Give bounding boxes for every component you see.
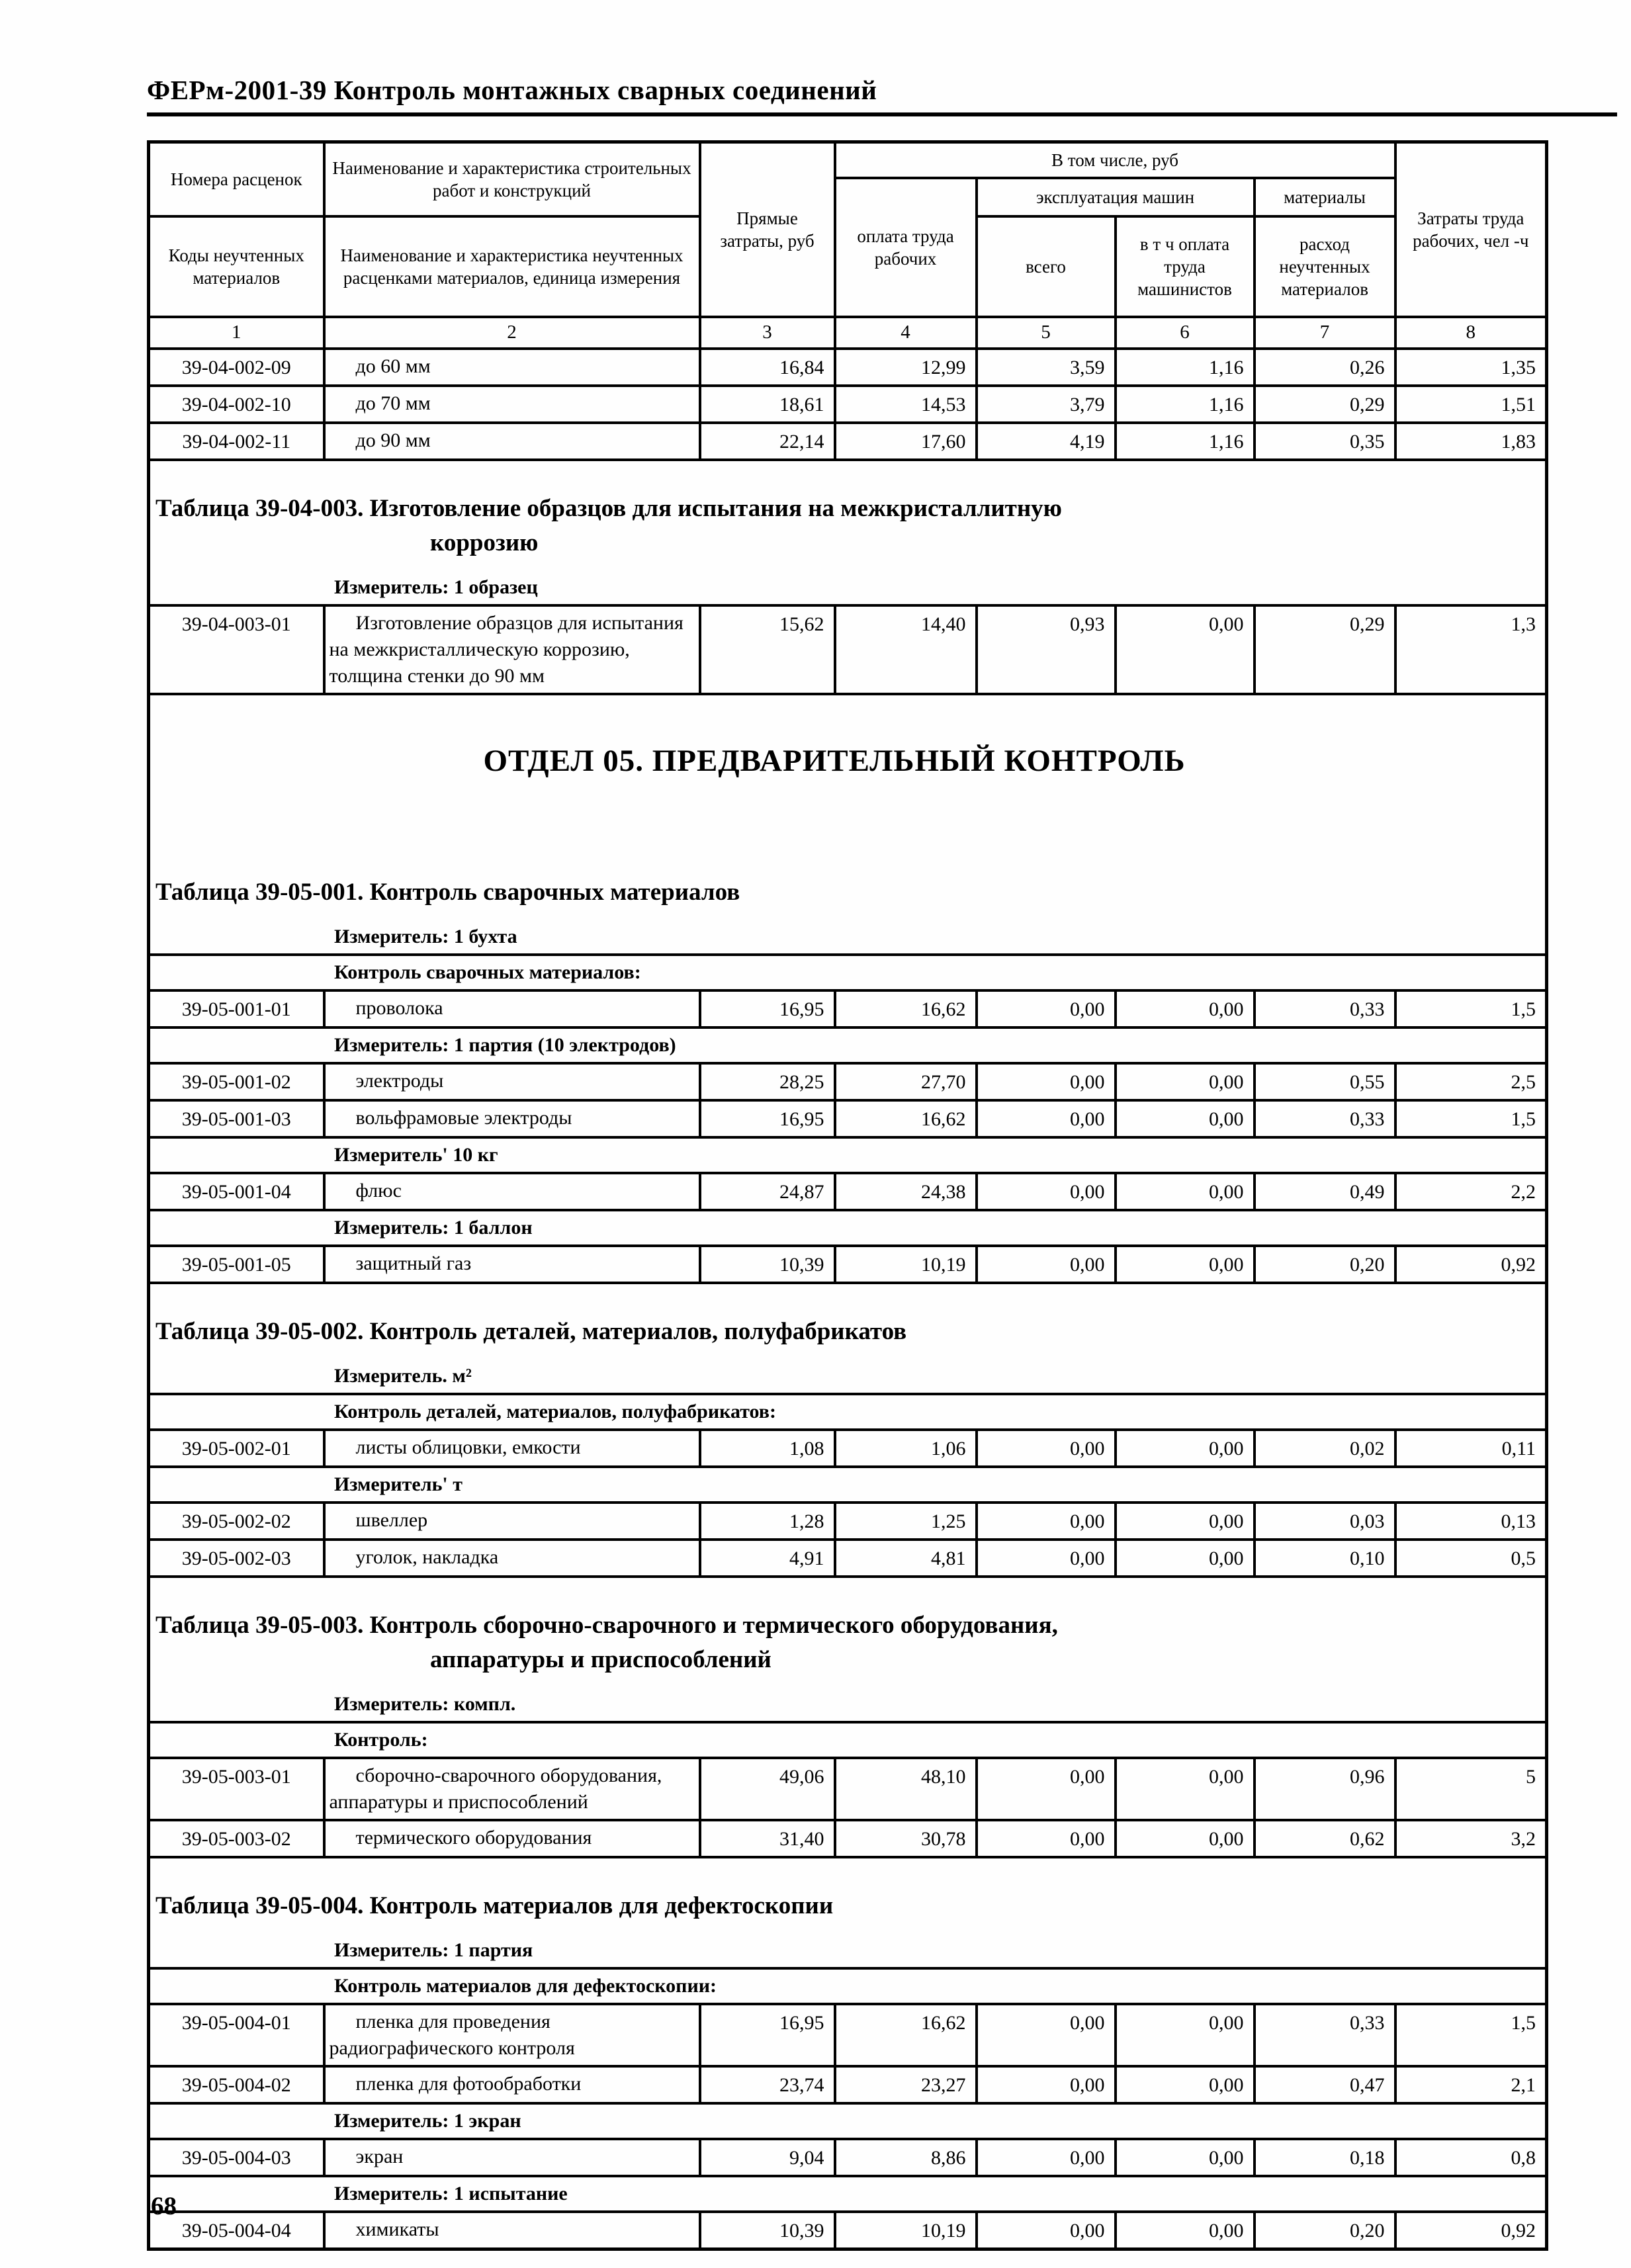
value-cell: 0,00 (1116, 1173, 1255, 1210)
table-title (149, 1857, 1547, 1934)
header-cell-labor-hours: Затраты труда рабочих, чел -ч (1395, 142, 1547, 317)
measurer-label: Измеритель: 1 партия (334, 1939, 533, 1961)
measurer-label-row (149, 2103, 1547, 2139)
value-cell: 10,39 (700, 2212, 835, 2249)
value-cell: 0,35 (1255, 423, 1395, 460)
table-title (149, 1283, 1547, 1360)
value-cell: 0,49 (1255, 1173, 1395, 1210)
measurer-label-row (149, 1027, 1547, 1063)
column-number: 6 (1116, 317, 1255, 349)
group-subheader-row (149, 1394, 1547, 1430)
group-subheader-row (149, 1722, 1547, 1758)
value-cell: 2,2 (1395, 1173, 1547, 1210)
measurer-label: Измеритель: 1 испытание (334, 2182, 568, 2204)
header-cell-workers-pay: оплата труда рабочих (835, 178, 977, 317)
value-cell: 4,91 (700, 1540, 835, 1577)
description-cell: до 60 мм (324, 349, 700, 386)
value-cell: 0,00 (977, 2066, 1116, 2103)
table-row (149, 423, 1547, 460)
header-cell-materials-group: материалы (1255, 178, 1395, 216)
description-cell: термического оборудования (324, 1820, 700, 1857)
measurer-label-row (149, 2176, 1547, 2212)
value-cell: 0,00 (977, 2212, 1116, 2249)
value-cell: 49,06 (700, 1758, 835, 1820)
rate-code-cell: 39-05-001-03 (149, 1100, 324, 1137)
rate-code-cell: 39-05-002-03 (149, 1540, 324, 1577)
value-cell: 1,5 (1395, 1100, 1547, 1137)
measurer-label-row (149, 1137, 1547, 1173)
measurer-label-row (149, 1360, 1547, 1394)
value-cell: 2,5 (1395, 1063, 1547, 1100)
column-number: 3 (700, 317, 835, 349)
table-title (149, 460, 1547, 571)
value-cell: 16,62 (835, 1100, 977, 1137)
header-cell-materials-consumption: расход неучтенных материалов (1255, 216, 1395, 317)
value-cell: 0,11 (1395, 1430, 1547, 1467)
value-cell: 16,62 (835, 2004, 977, 2066)
value-cell: 0,00 (1116, 2139, 1255, 2176)
value-cell: 0,92 (1395, 1246, 1547, 1283)
value-cell: 0,33 (1255, 1100, 1395, 1137)
value-cell: 0,00 (977, 1063, 1116, 1100)
rate-code-cell: 39-05-001-05 (149, 1246, 324, 1283)
value-cell: 1,35 (1395, 349, 1547, 386)
table-row (149, 1173, 1547, 1210)
measurer-label: Измеритель. м² (334, 1364, 472, 1387)
table-row (149, 1758, 1547, 1820)
description-cell: экран (324, 2139, 700, 2176)
table-title-row (149, 845, 1547, 920)
table-row (149, 1820, 1547, 1857)
table-row (149, 386, 1547, 423)
table-row (149, 1100, 1547, 1137)
value-cell: 3,59 (977, 349, 1116, 386)
rate-code-cell: 39-04-003-01 (149, 605, 324, 694)
value-cell: 0,18 (1255, 2139, 1395, 2176)
value-cell: 28,25 (700, 1063, 835, 1100)
value-cell: 0,00 (977, 1430, 1116, 1467)
rates-table-container (147, 140, 1547, 2251)
value-cell: 0,33 (1255, 990, 1395, 1027)
rate-code-cell: 39-05-003-01 (149, 1758, 324, 1820)
section-heading: ОТДЕЛ 05. ПРЕДВАРИТЕЛЬНЫЙ КОНТРОЛЬ (483, 743, 1186, 778)
value-cell: 9,04 (700, 2139, 835, 2176)
value-cell: 0,00 (977, 1820, 1116, 1857)
table-title-row (149, 460, 1547, 571)
value-cell: 0,29 (1255, 386, 1395, 423)
value-cell: 3,79 (977, 386, 1116, 423)
header-cell-work-name: Наименование и характеристика строительных работ и конструкций (324, 142, 700, 216)
measurer-label-row (149, 1210, 1547, 1246)
description-cell: до 90 мм (324, 423, 700, 460)
value-cell: 5 (1395, 1758, 1547, 1820)
header-cell-machinists-pay: в т ч оплата труда машинистов (1116, 216, 1255, 317)
value-cell: 0,20 (1255, 2212, 1395, 2249)
value-cell: 0,8 (1395, 2139, 1547, 2176)
description-cell: электроды (324, 1063, 700, 1100)
value-cell: 30,78 (835, 1820, 977, 1857)
value-cell: 0,96 (1255, 1758, 1395, 1820)
page-number: 68 (151, 2192, 177, 2220)
column-numbers-row (149, 317, 1547, 349)
value-cell: 1,51 (1395, 386, 1547, 423)
value-cell: 0,00 (977, 990, 1116, 1027)
measurer-label: Измеритель: компл. (334, 1692, 516, 1715)
table-row (149, 1503, 1547, 1540)
table-title (149, 845, 1547, 920)
value-cell: 0,00 (977, 1173, 1116, 1210)
description-cell: листы облицовки, емкости (324, 1430, 700, 1467)
value-cell: 3,2 (1395, 1820, 1547, 1857)
value-cell: 0,00 (1116, 1100, 1255, 1137)
description-cell: флюс (324, 1173, 700, 1210)
header-rule (147, 112, 1617, 116)
value-cell: 1,5 (1395, 990, 1547, 1027)
value-cell: 22,14 (700, 423, 835, 460)
description-cell: проволока (324, 990, 700, 1027)
value-cell: 2,1 (1395, 2066, 1547, 2103)
value-cell: 10,39 (700, 1246, 835, 1283)
rate-code-cell: 39-04-002-10 (149, 386, 324, 423)
value-cell: 1,3 (1395, 605, 1547, 694)
value-cell: 1,5 (1395, 2004, 1547, 2066)
value-cell: 0,02 (1255, 1430, 1395, 1467)
value-cell: 0,00 (977, 1540, 1116, 1577)
description-cell: химикаты (324, 2212, 700, 2249)
value-cell: 1,16 (1116, 423, 1255, 460)
measurer-label: Измеритель: 1 образец (334, 576, 538, 598)
value-cell: 0,33 (1255, 2004, 1395, 2066)
value-cell: 0,00 (1116, 990, 1255, 1027)
measurer-label: Измеритель: 1 экран (334, 2109, 521, 2132)
table-title-line: аппаратуры и приспособлений (430, 1645, 771, 1673)
value-cell: 31,40 (700, 1820, 835, 1857)
table-header-row-1 (149, 142, 1547, 178)
header-cell-including-group: В том числе, руб (835, 142, 1395, 178)
value-cell: 14,53 (835, 386, 977, 423)
measurer-label: Измеритель' т (334, 1473, 463, 1495)
value-cell: 0,92 (1395, 2212, 1547, 2249)
measurer-label: Измеритель: 1 бухта (334, 925, 517, 947)
value-cell: 48,10 (835, 1758, 977, 1820)
measurer-label-row (149, 1467, 1547, 1503)
section-heading-row (149, 694, 1547, 845)
rate-code-cell: 39-05-004-01 (149, 2004, 324, 2066)
value-cell: 0,00 (1116, 1246, 1255, 1283)
measurer-label-row (149, 1934, 1547, 1968)
group-subheader-row (149, 1968, 1547, 2004)
description-cell: до 70 мм (324, 386, 700, 423)
header-cell-total: всего (977, 216, 1116, 317)
rates-table (147, 140, 1548, 2251)
rate-code-cell: 39-05-001-04 (149, 1173, 324, 1210)
value-cell: 4,19 (977, 423, 1116, 460)
value-cell: 16,95 (700, 1100, 835, 1137)
value-cell: 14,40 (835, 605, 977, 694)
value-cell: 16,95 (700, 2004, 835, 2066)
content-rows (149, 349, 1547, 2249)
description-cell: швеллер (324, 1503, 700, 1540)
value-cell: 0,00 (1116, 605, 1255, 694)
value-cell: 16,84 (700, 349, 835, 386)
value-cell: 1,28 (700, 1503, 835, 1540)
description-cell: пленка для фотообработки (324, 2066, 700, 2103)
column-number: 8 (1395, 317, 1547, 349)
value-cell: 17,60 (835, 423, 977, 460)
value-cell: 0,62 (1255, 1820, 1395, 1857)
table-title-line: Таблица 39-05-002. Контроль деталей, материалов, полуфабрикатов (155, 1317, 907, 1345)
group-subheader: Контроль деталей, материалов, полуфабрикатов: (149, 1394, 1547, 1430)
value-cell: 16,95 (700, 990, 835, 1027)
value-cell: 12,99 (835, 349, 977, 386)
description-cell: вольфрамовые электроды (324, 1100, 700, 1137)
value-cell: 27,70 (835, 1063, 977, 1100)
rate-code-cell: 39-04-002-11 (149, 423, 324, 460)
table-title-row (149, 1577, 1547, 1688)
value-cell: 0,20 (1255, 1246, 1395, 1283)
table-row (149, 605, 1547, 694)
header-cell-machines-group: эксплуатация машин (977, 178, 1255, 216)
header-cell-rate-numbers: Номера расценок (149, 142, 324, 216)
rate-code-cell: 39-05-003-02 (149, 1820, 324, 1857)
measurer-label: Измеритель' 10 кг (334, 1143, 498, 1166)
rate-code-cell: 39-04-002-09 (149, 349, 324, 386)
value-cell: 0,13 (1395, 1503, 1547, 1540)
value-cell: 0,00 (1116, 1820, 1255, 1857)
column-number: 7 (1255, 317, 1395, 349)
value-cell: 0,00 (1116, 1063, 1255, 1100)
group-subheader: Контроль: (149, 1722, 1547, 1758)
header-cell-direct-costs: Прямые затраты, руб (700, 142, 835, 317)
value-cell: 10,19 (835, 1246, 977, 1283)
table-title-line: Таблица 39-05-003. Контроль сборочно-сварочного и термического оборудования, (155, 1611, 1058, 1639)
measurer-label-row (149, 920, 1547, 955)
value-cell: 0,00 (1116, 2212, 1255, 2249)
table-row (149, 1540, 1547, 1577)
table-title-line: коррозию (430, 529, 539, 556)
value-cell: 1,83 (1395, 423, 1547, 460)
table-title-row (149, 1283, 1547, 1360)
rate-code-cell: 39-05-001-02 (149, 1063, 324, 1100)
value-cell: 0,00 (977, 2139, 1116, 2176)
value-cell: 0,93 (977, 605, 1116, 694)
group-subheader: Контроль материалов для дефектоскопии: (149, 1968, 1547, 2004)
value-cell: 1,06 (835, 1430, 977, 1467)
rate-code-cell: 39-05-004-02 (149, 2066, 324, 2103)
group-subheader: Контроль сварочных материалов: (149, 955, 1547, 990)
value-cell: 23,74 (700, 2066, 835, 2103)
value-cell: 0,00 (1116, 1503, 1255, 1540)
column-number: 4 (835, 317, 977, 349)
value-cell: 0,26 (1255, 349, 1395, 386)
value-cell: 0,00 (977, 1503, 1116, 1540)
description-cell: сборочно-сварочного оборудования, аппаратуры и приспособлений (324, 1758, 700, 1820)
value-cell: 0,10 (1255, 1540, 1395, 1577)
description-cell: пленка для проведения радиографического контроля (324, 2004, 700, 2066)
value-cell: 0,00 (977, 2004, 1116, 2066)
value-cell: 1,16 (1116, 386, 1255, 423)
table-row (149, 990, 1547, 1027)
column-number: 2 (324, 317, 700, 349)
value-cell: 24,38 (835, 1173, 977, 1210)
table-row (149, 1246, 1547, 1283)
value-cell: 0,00 (1116, 1758, 1255, 1820)
table-title (149, 1577, 1547, 1688)
description-cell: Изготовление образцов для испытания на межкристаллическую коррозию, толщина стенки до 90 мм (324, 605, 700, 694)
table-title-line: Таблица 39-05-001. Контроль сварочных материалов (155, 878, 740, 906)
column-number: 1 (149, 317, 324, 349)
description-cell: уголок, накладка (324, 1540, 700, 1577)
value-cell: 0,00 (1116, 1540, 1255, 1577)
value-cell: 16,62 (835, 990, 977, 1027)
table-row (149, 349, 1547, 386)
value-cell: 0,5 (1395, 1540, 1547, 1577)
rate-code-cell: 39-05-002-01 (149, 1430, 324, 1467)
table-row (149, 1063, 1547, 1100)
value-cell: 4,81 (835, 1540, 977, 1577)
value-cell: 0,00 (1116, 1430, 1255, 1467)
value-cell: 10,19 (835, 2212, 977, 2249)
value-cell: 24,87 (700, 1173, 835, 1210)
value-cell: 0,00 (1116, 2066, 1255, 2103)
measurer-label-row (149, 1688, 1547, 1722)
column-number: 5 (977, 317, 1116, 349)
group-subheader-row (149, 955, 1547, 990)
value-cell: 0,29 (1255, 605, 1395, 694)
table-row (149, 2212, 1547, 2249)
value-cell: 8,86 (835, 2139, 977, 2176)
table-title-line: Таблица 39-04-003. Изготовление образцов для испытания на межкристаллитную (155, 494, 1062, 522)
value-cell: 18,61 (700, 386, 835, 423)
table-title-line: Таблица 39-05-004. Контроль материалов для дефектоскопии (155, 1892, 834, 1919)
measurer-label-row (149, 571, 1547, 605)
table-row (149, 2066, 1547, 2103)
rate-code-cell: 39-05-002-02 (149, 1503, 324, 1540)
description-cell: защитный газ (324, 1246, 700, 1283)
value-cell: 0,00 (1116, 2004, 1255, 2066)
table-row (149, 2139, 1547, 2176)
value-cell: 0,00 (977, 1758, 1116, 1820)
value-cell: 0,47 (1255, 2066, 1395, 2103)
value-cell: 0,03 (1255, 1503, 1395, 1540)
value-cell: 23,27 (835, 2066, 977, 2103)
header-cell-materials-name: Наименование и характеристика неучтенных расценками материалов, единица измерения (324, 216, 700, 317)
measurer-label: Измеритель: 1 баллон (334, 1216, 533, 1239)
value-cell: 1,25 (835, 1503, 977, 1540)
value-cell: 0,00 (977, 1246, 1116, 1283)
rate-code-cell: 39-05-004-04 (149, 2212, 324, 2249)
rate-code-cell: 39-05-001-01 (149, 990, 324, 1027)
document-title: ФЕРм-2001-39 Контроль монтажных сварных соединений (147, 75, 877, 105)
value-cell: 15,62 (700, 605, 835, 694)
measurer-label: Измеритель: 1 партия (10 электродов) (334, 1033, 676, 1056)
table-row (149, 2004, 1547, 2066)
value-cell: 0,00 (977, 1100, 1116, 1137)
value-cell: 1,08 (700, 1430, 835, 1467)
table-row (149, 1430, 1547, 1467)
table-title-row (149, 1857, 1547, 1934)
rate-code-cell: 39-05-004-03 (149, 2139, 324, 2176)
value-cell: 0,55 (1255, 1063, 1395, 1100)
value-cell: 1,16 (1116, 349, 1255, 386)
header-cell-unaccounted-codes: Коды неучтенных материалов (149, 216, 324, 317)
